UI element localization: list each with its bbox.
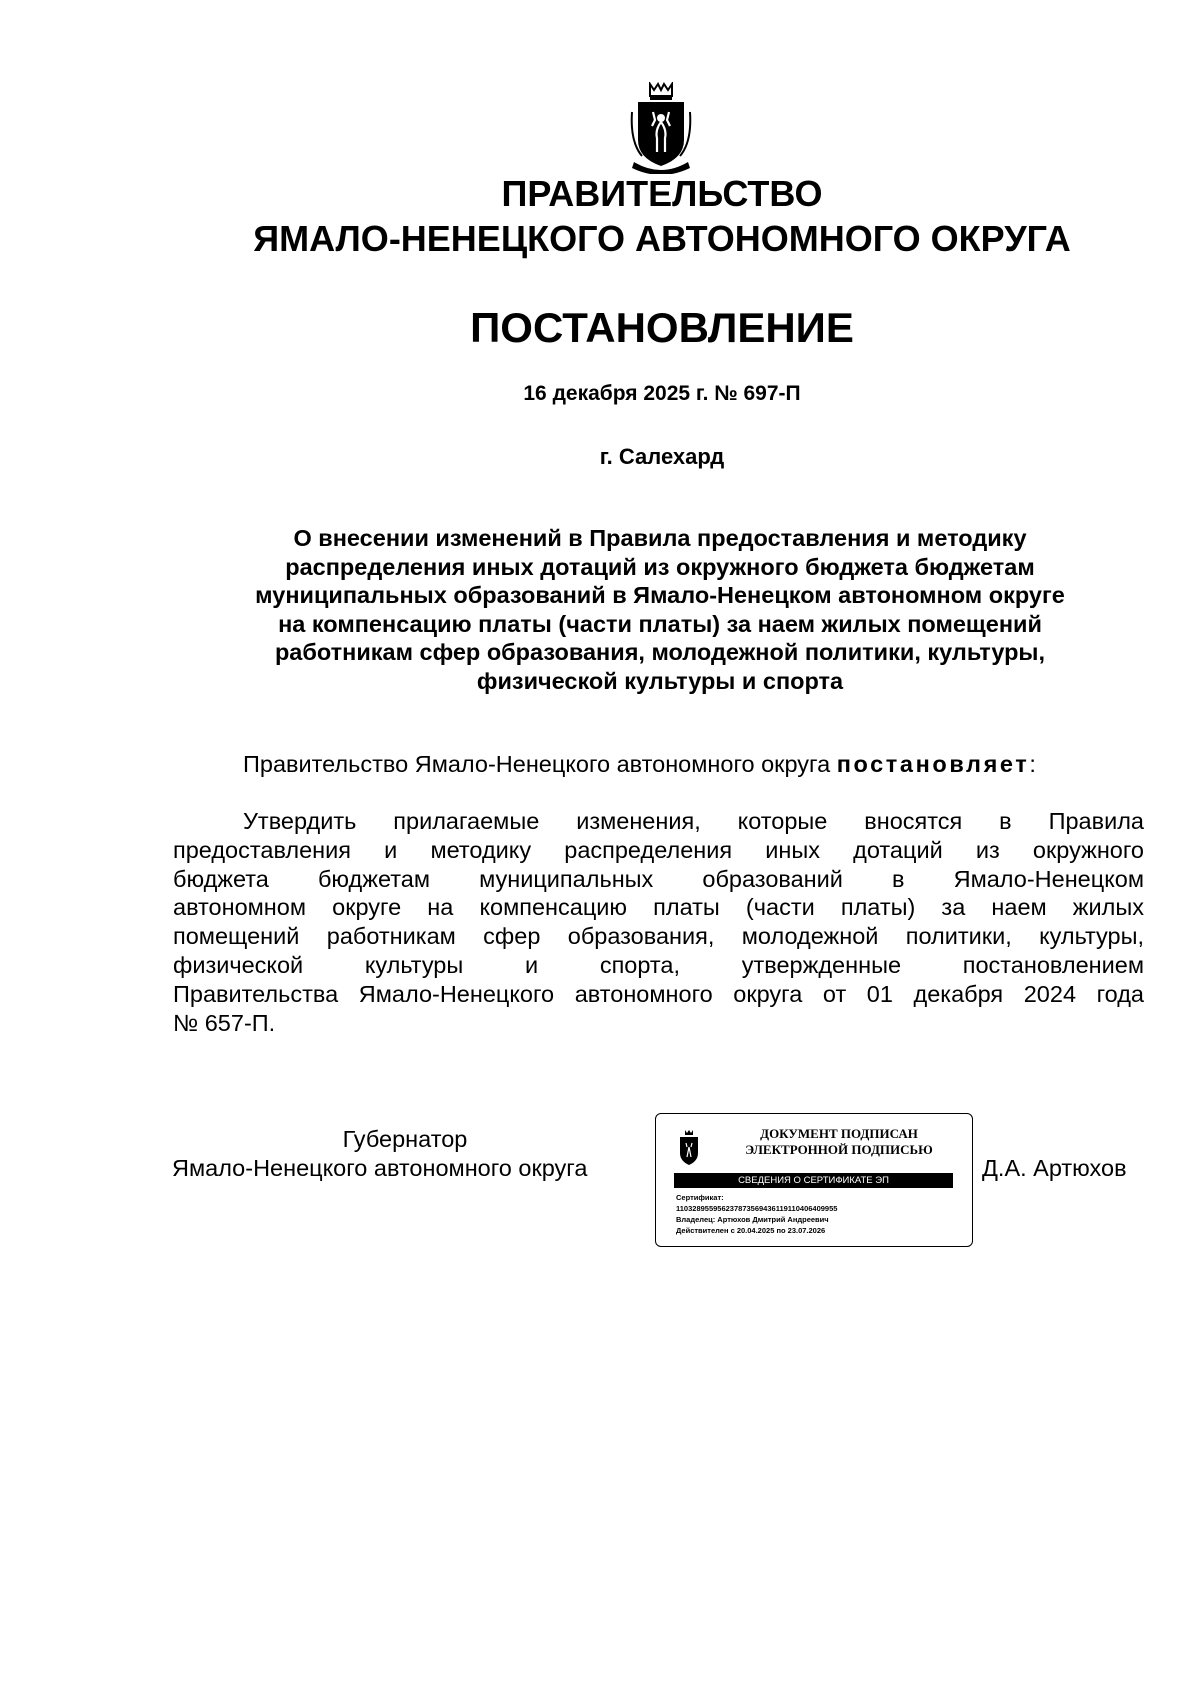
signatory-region: Ямало-Ненецкого автономного округа (172, 1155, 588, 1181)
body-line: физической культуры и спорта, утвержденные постановлением (173, 951, 1144, 978)
title-line: О внесении изменений в Правила предоставления и методику (293, 525, 1027, 551)
body-line: бюджета бюджетам муниципальных образований в Ямало-Ненецком (173, 865, 1144, 892)
signatory-name: Д.А. Артюхов (982, 1155, 1127, 1181)
preamble-suffix: : (1029, 751, 1036, 777)
stamp-certificate-info (676, 1192, 837, 1236)
organization-region: ЯМАЛО-НЕНЕЦКОГО АВТОНОМНОГО ОКРУГА (253, 218, 1071, 259)
document-date-number: 16 декабря 2025 г. № 697-П (523, 382, 801, 405)
stamp-heading (714, 1126, 964, 1158)
body-line: предоставления и методику распределения иных дотаций из окружного (173, 836, 1144, 863)
body-line: Правительства Ямало-Ненецкого автономного округа от 01 декабря 2024 года (173, 980, 1144, 1007)
document-place: г. Салехард (599, 444, 725, 469)
title-line: муниципальных образований в Ямало-Ненецком автономном округе (255, 582, 1065, 608)
stamp-cert-number: 110328955956237873569436119110406409955 (676, 1204, 838, 1213)
body-line: помещений работникам сфер образования, молодежной политики, культуры, (173, 923, 1144, 950)
signatory-position: Губернатор (342, 1126, 468, 1152)
stamp-heading-line: ЭЛЕКТРОННОЙ ПОДПИСЬЮ (745, 1142, 933, 1157)
document-title (170, 524, 1150, 695)
electronic-signature-stamp (655, 1113, 973, 1247)
document-type: ПОСТАНОВЛЕНИЕ (470, 304, 854, 351)
title-line: распределения иных дотаций из окружного бюджета бюджетам (285, 553, 1035, 580)
title-line: работникам сфер образования, молодежной политики, культуры, (274, 639, 1046, 665)
coat-of-arms-emblem (628, 82, 694, 174)
preamble-paragraph (243, 750, 1036, 779)
preamble-text: Правительство Ямало-Ненецкого автономного округа (243, 751, 831, 777)
stamp-certificate-bar: СВЕДЕНИЯ О СЕРТИФИКАТЕ ЭП (674, 1173, 953, 1188)
stamp-emblem-icon (677, 1129, 701, 1167)
body-line: Утвердить прилагаемые изменения, которые вносятся в Правила (243, 808, 1144, 834)
stamp-owner: Владелец: Артюхов Дмитрий Андреевич (676, 1215, 829, 1224)
body-paragraph (173, 807, 1144, 1037)
stamp-validity: Действителен с 20.04.2025 по 23.07.2026 (676, 1226, 826, 1235)
title-line: на компенсацию платы (части платы) за наем жилых помещений (278, 610, 1042, 637)
body-line: автономном округе на компенсацию платы (части платы) за наем жилых (173, 894, 1144, 921)
organization-title: ПРАВИТЕЛЬСТВО (501, 173, 823, 214)
preamble-verb: постановляет (836, 751, 1030, 777)
body-line: № 657-П. (173, 1009, 276, 1036)
stamp-cert-label: Сертификат: (676, 1193, 724, 1202)
title-line: физической культуры и спорта (476, 667, 844, 694)
stamp-heading-line: ДОКУМЕНТ ПОДПИСАН (760, 1126, 918, 1141)
